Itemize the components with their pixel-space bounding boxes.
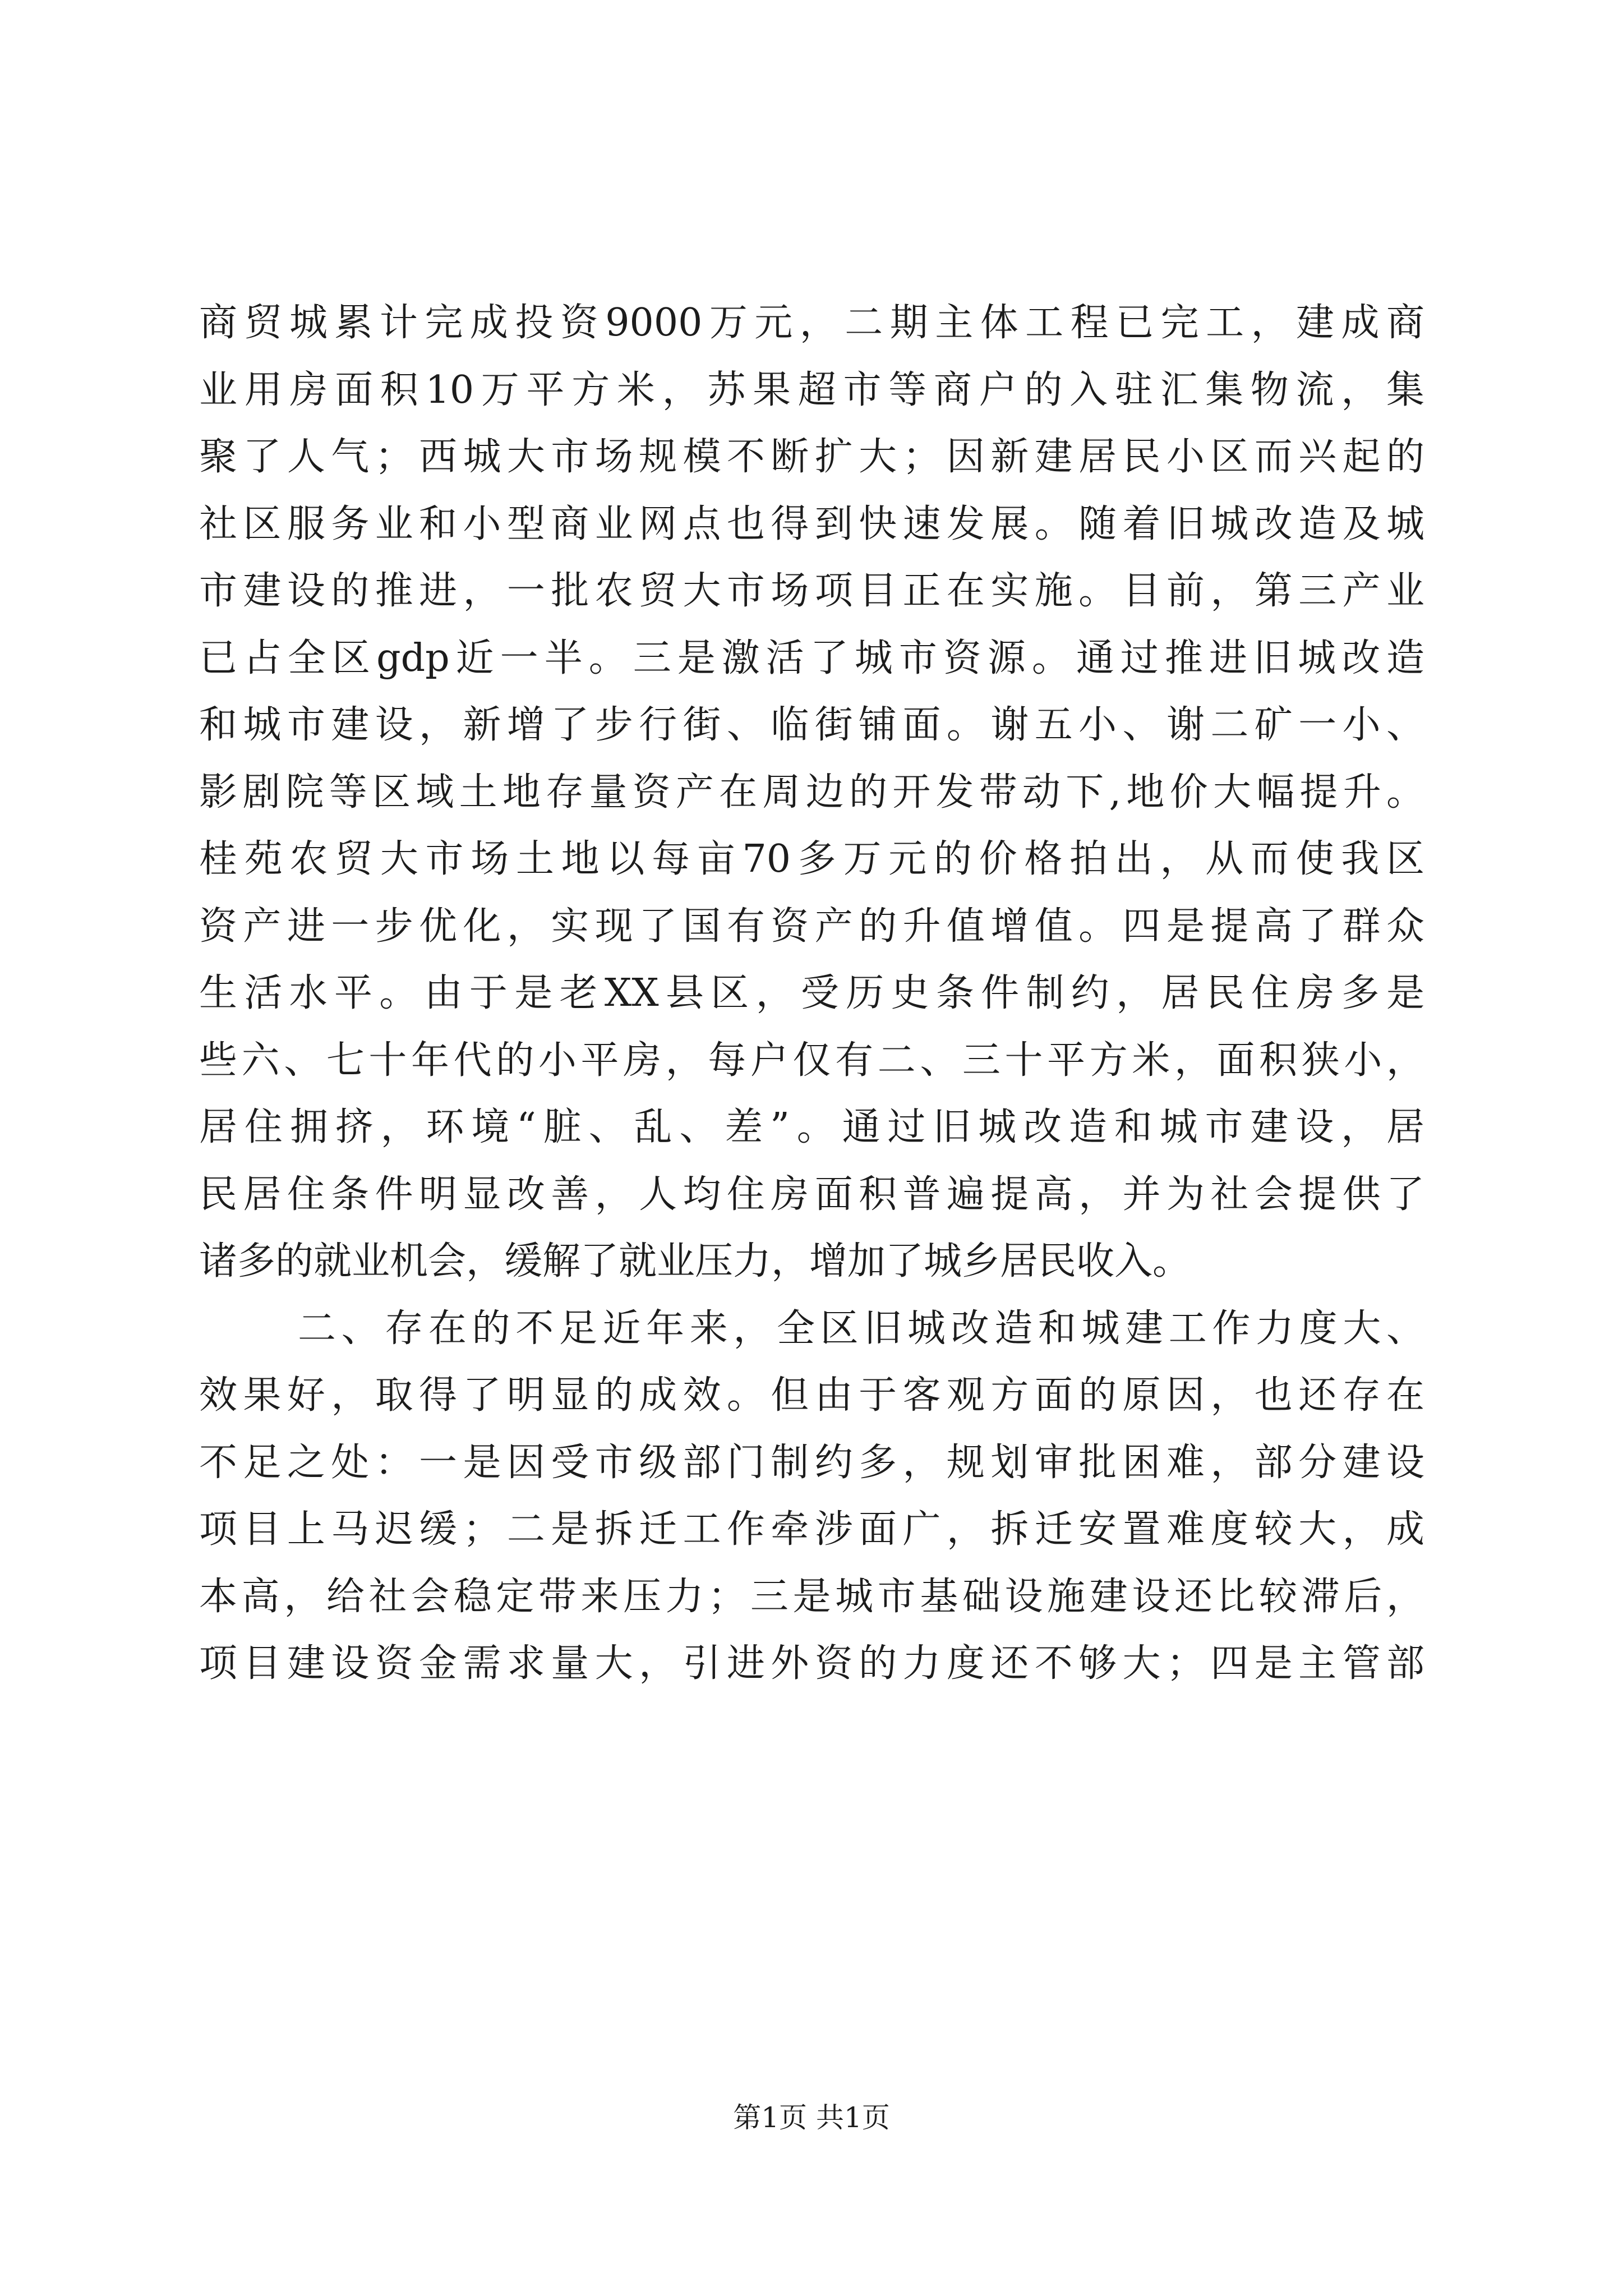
text-line: 生活水平。由于是老XX县区，受历史条件制约，居民住房多是 — [199, 971, 1424, 1015]
text-line: 资产进一步优化，实现了国有资产的升值增值。四是提高了群众 — [199, 904, 1424, 949]
text-line: 和城市建设，新增了步行街、临街铺面。谢五小、谢二矿一小、 — [199, 703, 1424, 747]
text-line: 商贸城累计完成投资9000万元，二期主体工程已完工，建成商 — [199, 301, 1424, 345]
text-line: 聚了人气；西城大市场规模不断扩大；因新建居民小区而兴起的 — [199, 435, 1424, 479]
text-line: 本高，给社会稳定带来压力；三是城市基础设施建设还比较滞后， — [199, 1574, 1424, 1619]
text-line: 居住拥挤，环境“脏、乱、差”。通过旧城改造和城市建设，居 — [199, 1105, 1424, 1149]
text-line: 社区服务业和小型商业网点也得到快速发展。随着旧城改造及城 — [199, 501, 1424, 546]
text-line: 二、存在的不足近年来，全区旧城改造和城建工作力度大、 — [298, 1306, 1424, 1351]
text-line: 桂苑农贸大市场土地以每亩70多万元的价格拍出，从而使我区 — [199, 837, 1424, 881]
text-line: 项目建设资金需求量大，引进外资的力度还不够大；四是主管部 — [199, 1641, 1424, 1686]
text-line: 影剧院等区域土地存量资产在周边的开发带动下,地价大幅提升。 — [199, 770, 1424, 815]
text-line: 效果好，取得了明显的成效。但由于客观方面的原因，也还存在 — [199, 1373, 1424, 1418]
text-line: 些六、七十年代的小平房，每户仅有二、三十平方米，面积狭小， — [199, 1038, 1424, 1083]
text-line: 已占全区gdp近一半。三是激活了城市资源。通过推进旧城改造 — [199, 636, 1424, 680]
document-body — [199, 289, 1424, 1697]
text-line: 诸多的就业机会，缓解了就业压力，增加了城乡居民收入。 — [199, 1239, 1191, 1283]
text-line: 民居住条件明显改善，人均住房面积普遍提高，并为社会提供了 — [199, 1172, 1424, 1217]
page-footer: 第1页 共1页 — [733, 2101, 890, 2134]
text-line: 业用房面积10万平方米，苏果超市等商户的入驻汇集物流，集 — [199, 367, 1424, 412]
text-line: 不足之处：一是因受市级部门制约多，规划审批困难，部分建设 — [199, 1440, 1424, 1485]
text-line: 市建设的推进，一批农贸大市场项目正在实施。目前，第三产业 — [199, 569, 1424, 613]
text-line: 项目上马迟缓；二是拆迁工作牵涉面广，拆迁安置难度较大，成 — [199, 1507, 1424, 1552]
